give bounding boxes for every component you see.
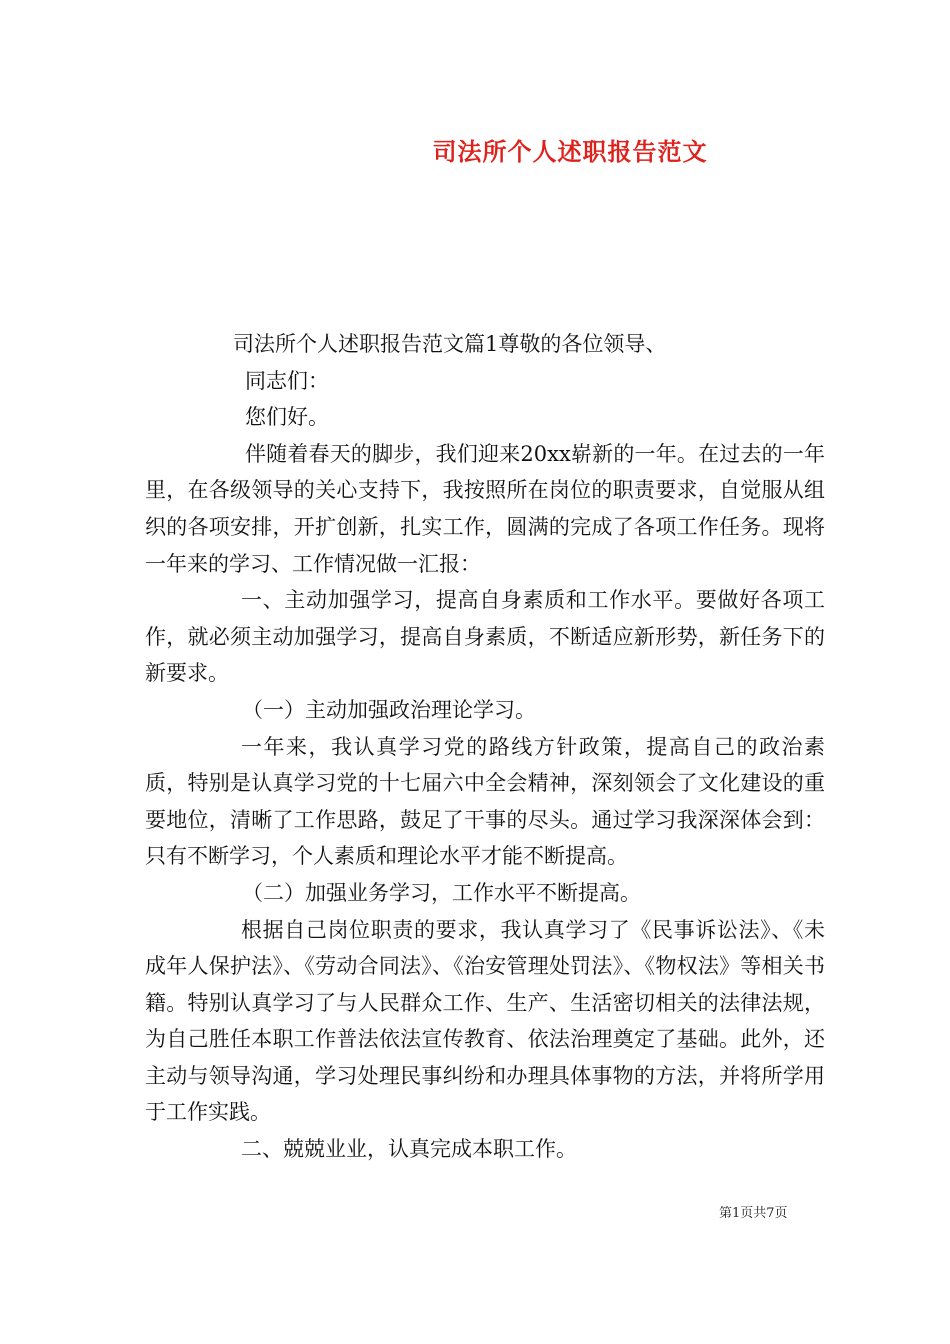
paragraph: 同志们： <box>245 368 329 393</box>
page-number: 第1页共7页 <box>719 1206 788 1221</box>
paragraph: 伴随着春天的脚步，我们迎来20xx崭新的一年。在过去的一年里，在各级领导的关心支持下，我按照所在岗位的职责要求，自觉服从组织的各项安排，开扩创新，扎实工作，圆满的完成了各项工作任务。现将一年来的学习、工作情况做一汇报： <box>145 441 825 576</box>
paragraph: 司法所个人述职报告范文篇1尊敬的各位领导、 <box>233 332 667 356</box>
paragraph: （一）主动加强政治理论学习。 <box>242 697 536 722</box>
document-body <box>145 326 825 1168</box>
paragraph: 一年来，我认真学习党的路线方针政策，提高自己的政治素质，特别是认真学习党的十七届六中全会精神，深刻领会了文化建设的重要地位，清晰了工作思路，鼓足了干事的尽头。通过学习我深深体会到：只有不断学习，个人素质和理论水平才能不断提高。 <box>145 734 825 869</box>
paragraph: 一、主动加强学习，提高自身素质和工作水平。要做好各项工作，就必须主动加强学习，提高自身素质，不断适应新形势，新任务下的新要求。 <box>145 588 825 686</box>
paragraph: 您们好。 <box>245 405 329 430</box>
paragraph: 根据自己岗位职责的要求，我认真学习了《民事诉讼法》、《未成年人保护法》、《劳动合同法》、《治安管理处罚法》、《物权法》等相关书籍。特别认真学习了与人民群众工作、生产、生活密切相关的法律法规，为自己胜任本职工作普法依法宣传教育、依法治理奠定了基础。此外，还主动与领导沟通，学习处理民事纠纷和办理具体事物的方法，并将所学用于工作实践。 <box>145 917 825 1125</box>
document-title: 司法所个人述职报告范文 <box>432 137 708 166</box>
paragraph: （二）加强业务学习，工作水平不断提高。 <box>242 880 641 905</box>
paragraph: 二、兢兢业业，认真完成本职工作。 <box>241 1137 577 1162</box>
